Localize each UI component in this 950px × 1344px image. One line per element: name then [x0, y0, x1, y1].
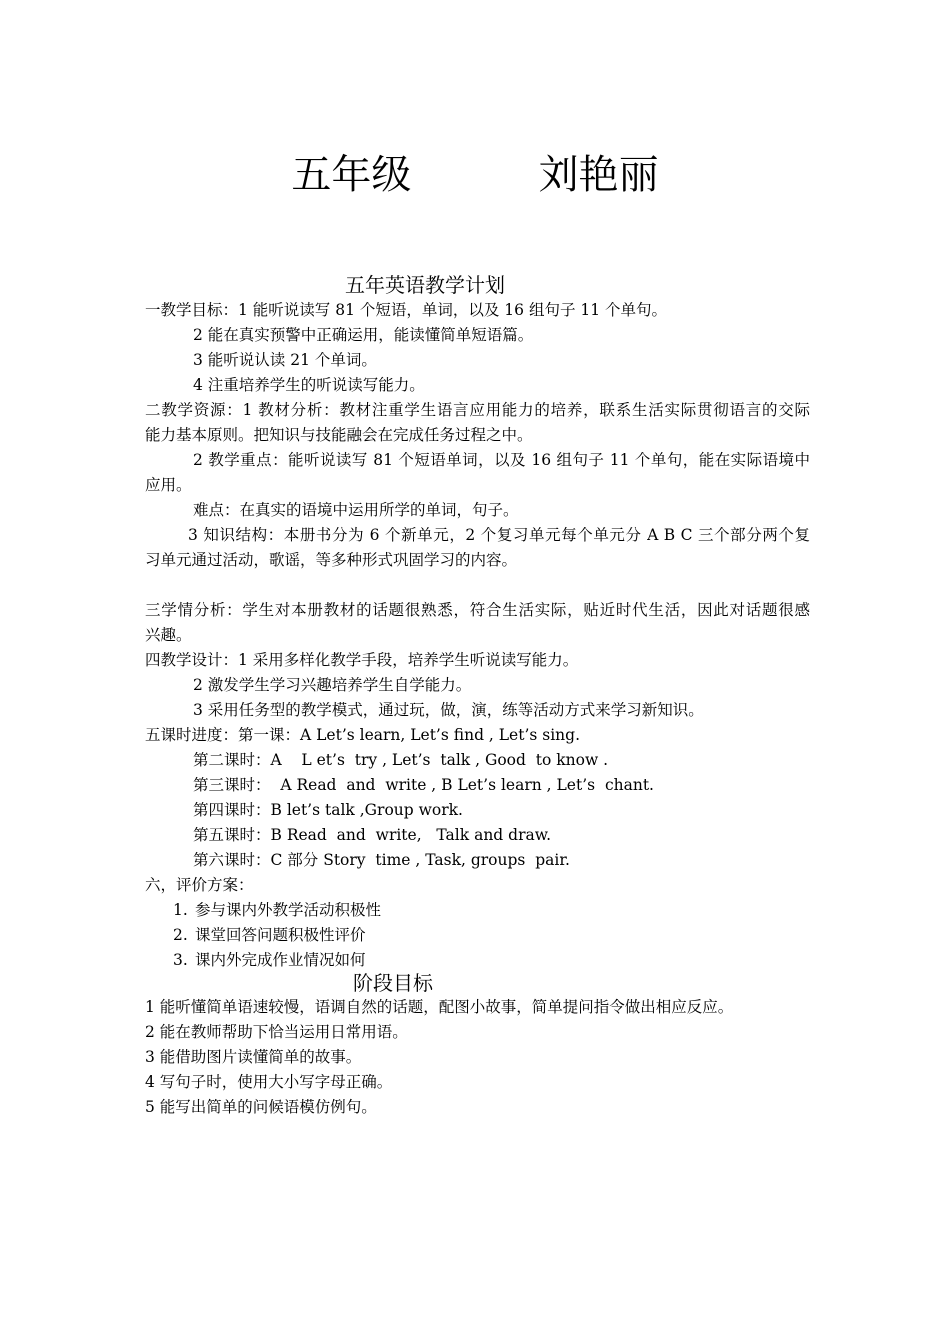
section-2-line-7: 习单元通过活动，歌谣，等多种形式巩固学习的内容。 — [145, 551, 518, 569]
evaluation-item-text: 课堂回答问题积极性评价 — [195, 926, 366, 944]
section-1-line-2: 2 能在真实预警中正确运用，能读懂简单短语篇。 — [193, 326, 534, 344]
stage-goal-item: 1 能听懂简单语速较慢，语调自然的话题，配图小故事，简单提问指令做出相应反应。 — [145, 998, 734, 1016]
section-4-line-2: 2 激发学生学习兴趣培养学生自学能力。 — [193, 676, 472, 694]
stage-title: 阶段目标 — [353, 971, 433, 995]
evaluation-item — [173, 923, 810, 948]
section-2-line-4: 应用。 — [145, 476, 192, 494]
section-5-line-6: 第六课时：C 部分 Story time , Task, groups pair. — [193, 851, 570, 869]
evaluation-item-number: 3. — [173, 951, 188, 969]
evaluation-item-number: 1. — [173, 901, 188, 919]
section-2-line-2: 能力基本原则。把知识与技能融会在完成任务过程之中。 — [145, 426, 533, 444]
section-4-line-1: 四教学设计：1 采用多样化教学手段，培养学生听说读写能力。 — [145, 651, 579, 669]
evaluation-item-number: 2. — [173, 926, 188, 944]
section-1-line-3: 3 能听说认读 21 个单词。 — [193, 351, 377, 369]
section-5-line-4: 第四课时：B let’s talk ,Group work. — [193, 801, 463, 819]
section-5-line-5: 第五课时：B Read and write, Talk and draw. — [193, 826, 552, 844]
cover-title: 五年级 刘艳丽 — [291, 152, 659, 198]
section-5-line-3: 第三课时： A Read and write , B Let’s learn , Let’s chant. — [193, 776, 654, 794]
section-1-line-4: 4 注重培养学生的听说读写能力。 — [193, 376, 425, 394]
section-6-line-1: 六，评价方案： — [145, 876, 254, 894]
section-4-line-3: 3 采用任务型的教学模式，通过玩，做，演，练等活动方式来学习新知识。 — [193, 701, 704, 719]
evaluation-item-text: 课内外完成作业情况如何 — [195, 951, 366, 969]
stage-goal-item: 4 写句子时，使用大小写字母正确。 — [145, 1073, 393, 1091]
section-3-line-1: 三学情分析：学生对本册教材的话题很熟悉，符合生活实际，贴近时代生活，因此对话题很感 — [145, 601, 810, 619]
plan-title: 五年英语教学计划 — [345, 273, 505, 297]
evaluation-item — [173, 898, 810, 923]
evaluation-item-text: 参与课内外教学活动积极性 — [195, 901, 382, 919]
section-3-line-2: 兴趣。 — [145, 626, 192, 644]
section-2-line-1: 二教学资源：1 教材分析：教材注重学生语言应用能力的培养，联系生活实际贯彻语言的交际 — [145, 401, 810, 419]
section-2-line-3: 2 教学重点：能听说读写 81 个短语单词，以及 16 组句子 11 个单句，能在实际语境中 — [193, 451, 810, 469]
section-1-line-1: 一教学目标：1 能听说读写 81 个短语，单词，以及 16 组句子 11 个单句。 — [145, 301, 668, 319]
section-2-line-5: 难点：在真实的语境中运用所学的单词，句子。 — [193, 501, 519, 519]
stage-goal-item: 2 能在教师帮助下恰当运用日常用语。 — [145, 1023, 408, 1041]
section-5-line-2: 第二课时：A L et’s try , Let’s talk , Good to know . — [193, 751, 609, 769]
section-2-line-6: 3 知识结构：本册书分为 6 个新单元，2 个复习单元每个单元分 A B C 三个部分两个复 — [188, 526, 810, 544]
stage-goal-item: 3 能借助图片读懂简单的故事。 — [145, 1048, 362, 1066]
section-5-line-1: 五课时进度：第一课：A Let’s learn, Let’s find , Let’s sing. — [145, 726, 581, 744]
stage-goal-item: 5 能写出简单的问候语模仿例句。 — [145, 1098, 377, 1116]
